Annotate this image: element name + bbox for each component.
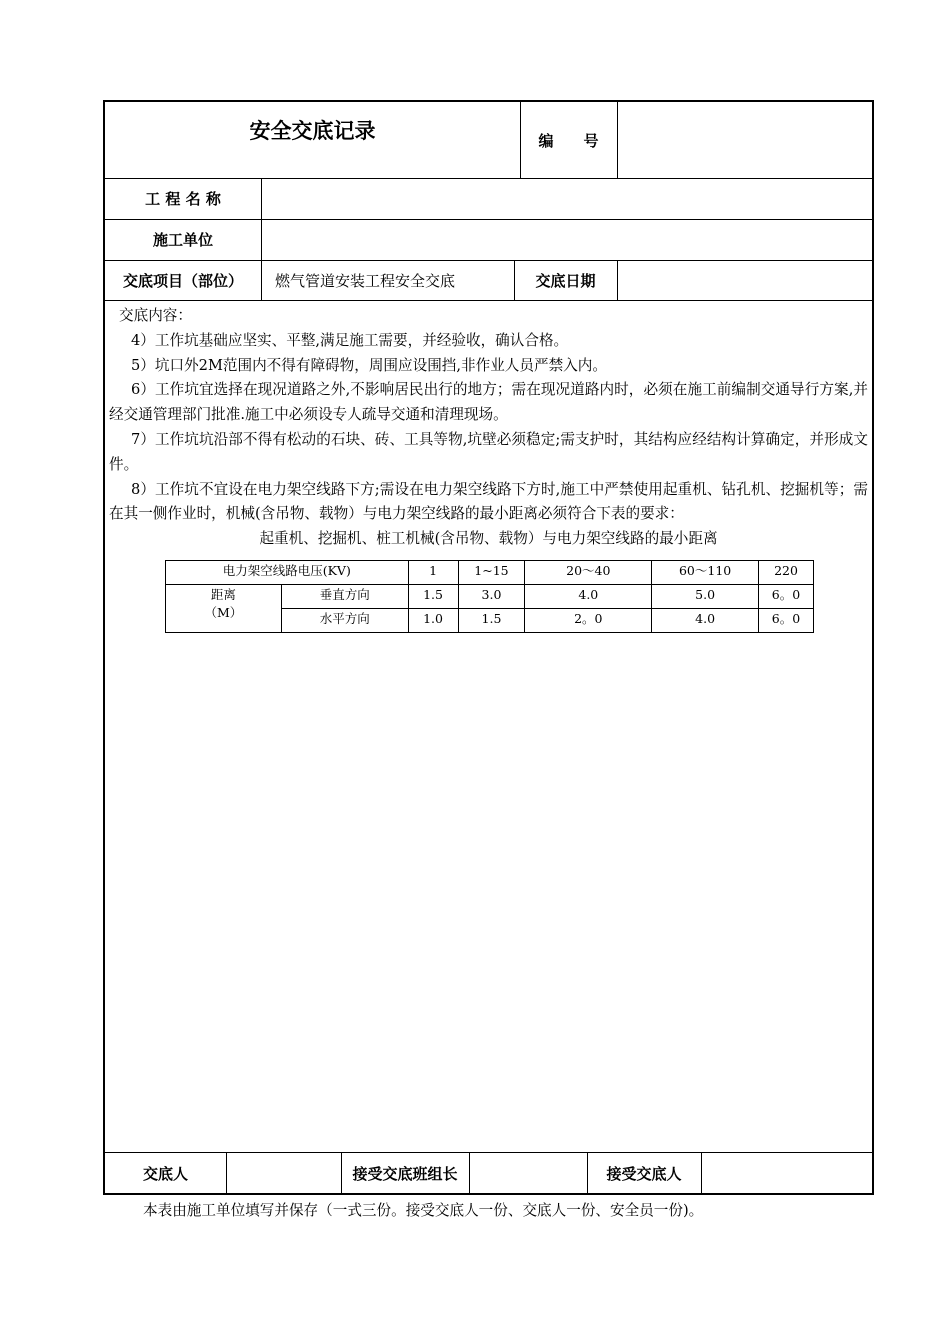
vertical-cell: 1.5 [408, 585, 458, 609]
number-label: 编 号 [538, 131, 599, 150]
vertical-label: 垂直方向 [281, 585, 408, 609]
min-distance-table [165, 560, 814, 633]
col-divider [261, 178, 262, 260]
col-divider [469, 1152, 470, 1195]
briefing-item-label: 交底项目（部位） [122, 271, 243, 290]
content-paragraph: 6）工作坑宜选择在现况道路之外,不影响居民出行的地方；需在现况道路内时，必须在施工前编制交通导行方案,并经交通管理部门批准.施工中必须设专人疏导交通和清理现场。 [109, 381, 868, 424]
briefing-date-label: 交底日期 [535, 271, 596, 290]
voltage-cell: 1~15 [458, 561, 525, 585]
col-divider [226, 1152, 227, 1195]
voltage-cell: 220 [759, 561, 814, 585]
col-divider [617, 102, 618, 178]
content-paragraph: 7）工作坑坑沿部不得有松动的石块、砖、工具等物,坑壁必须稳定;需支护时，其结构应经结构计算确定，并形成文件。 [109, 430, 868, 473]
distance-label: 距离 [210, 587, 236, 602]
horizontal-cell: 1.5 [458, 609, 525, 633]
safety-briefing-form [103, 100, 874, 1195]
content-paragraph: 4）工作坑基础应坚实、平整,满足施工需要，并经验收，确认合格。 [131, 331, 569, 349]
voltage-cell: 1 [408, 561, 458, 585]
vertical-cell: 3.0 [458, 585, 525, 609]
receiver-field[interactable] [707, 1152, 867, 1195]
voltage-cell: 60～110 [652, 561, 759, 585]
distance-header [166, 585, 282, 633]
project-name-label: 工 程 名 称 [145, 190, 221, 208]
team-leader-field[interactable] [475, 1152, 583, 1195]
page-title: 安全交底记录 [249, 119, 376, 143]
table-row [166, 585, 814, 609]
discloser-field[interactable] [231, 1152, 337, 1195]
horizontal-cell: 2。0 [525, 609, 652, 633]
content-heading: 交底内容： [119, 307, 192, 324]
construction-unit-field[interactable] [267, 219, 867, 260]
footer-note: 本表由施工单位填写并保存（一式三份。接受交底人一份、交底人一份、安全员一份)。 [143, 1202, 704, 1219]
horizontal-cell: 6。0 [759, 609, 814, 633]
voltage-header: 电力架空线路电压(KV) [166, 561, 409, 585]
horizontal-cell: 4.0 [652, 609, 759, 633]
horizontal-cell: 1.0 [408, 609, 458, 633]
receiver-label: 接受交底人 [606, 1165, 682, 1183]
voltage-cell: 20～40 [525, 561, 652, 585]
vertical-cell: 6。0 [759, 585, 814, 609]
construction-unit-label: 施工单位 [152, 231, 213, 249]
row-divider [105, 300, 872, 301]
col-divider [701, 1152, 702, 1195]
horizontal-label: 水平方向 [281, 609, 408, 633]
briefing-content [105, 304, 872, 552]
col-divider [617, 260, 618, 300]
table-row [166, 561, 814, 585]
discloser-label: 交底人 [142, 1165, 188, 1183]
col-divider [261, 260, 262, 300]
content-paragraph: 8）工作坑不宜设在电力架空线路下方;需设在电力架空线路下方时,施工中严禁使用起重机、钻孔机、挖掘机等；需在其一侧作业时，机械(含吊物、载物）与电力架空线路的最小距离必须符合下表的要求： [109, 480, 868, 523]
briefing-date-field[interactable] [623, 260, 868, 300]
project-name-field[interactable] [267, 178, 867, 219]
number-field[interactable] [623, 102, 868, 178]
vertical-cell: 4.0 [525, 585, 652, 609]
vertical-cell: 5.0 [652, 585, 759, 609]
distance-unit: （M） [204, 605, 243, 620]
content-paragraph: 5）坑口外2M范围内不得有障碍物，周围应设围挡,非作业人员严禁入内。 [131, 356, 607, 374]
table-caption: 起重机、挖掘机、桩工机械(含吊物、载物）与电力架空线路的最小距离 [259, 530, 718, 548]
team-leader-label: 接受交底班组长 [352, 1165, 458, 1183]
briefing-item-field[interactable]: 燃气管道安装工程安全交底 [275, 271, 456, 290]
